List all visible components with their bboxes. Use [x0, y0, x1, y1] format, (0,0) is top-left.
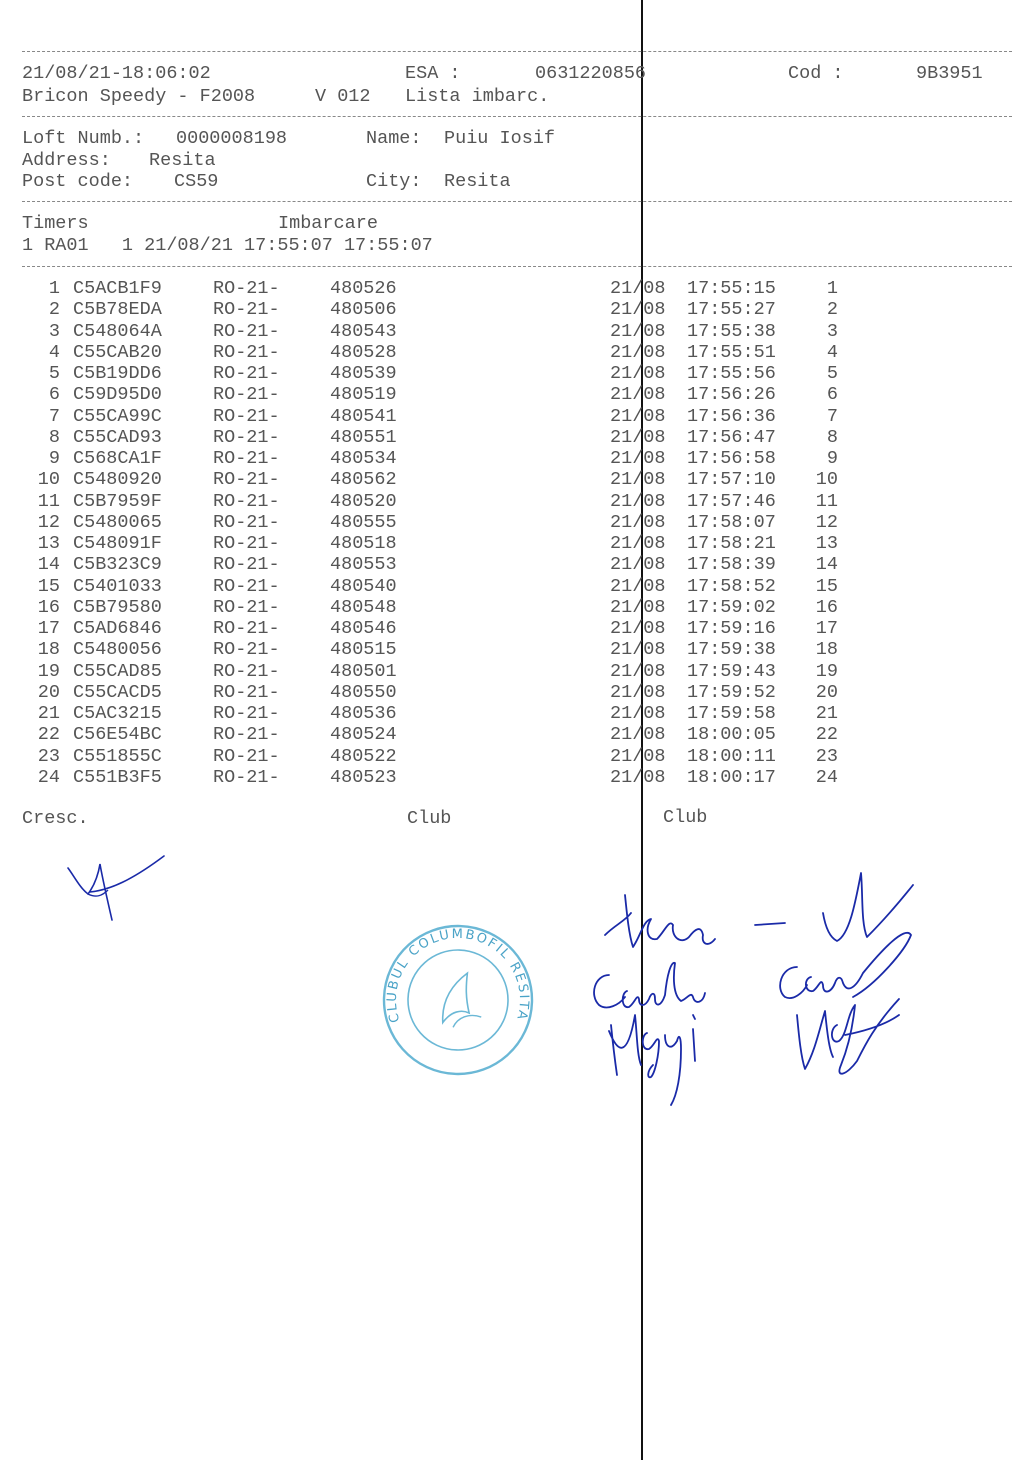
ring-number: 480523: [330, 766, 397, 788]
ring-prefix: RO-21-: [213, 745, 280, 767]
ring-number: 480518: [330, 533, 397, 554]
row-index: 14: [37, 554, 60, 576]
arrival-date: 21/08: [610, 363, 666, 384]
arrival-time: 18:00:17: [687, 766, 776, 788]
chip-id: C5B19DD6: [73, 363, 162, 384]
arrival-time: 17:59:52: [687, 681, 776, 703]
row-index: 18: [37, 639, 60, 661]
table-row: [0, 533, 1024, 554]
arrival-date: 21/08: [610, 639, 666, 661]
fancier-name: Puiu Iosif: [444, 128, 556, 149]
arrival-rank: 20: [815, 681, 838, 703]
chip-id: C548091F: [73, 533, 162, 554]
row-index: 23: [37, 745, 60, 767]
arrival-time: 17:56:26: [687, 384, 776, 406]
chip-id: C5480065: [73, 511, 162, 533]
ring-number: 480534: [330, 448, 397, 469]
row-index: 10: [37, 469, 60, 491]
chip-id: C551B3F5: [73, 766, 162, 788]
table-row: [0, 554, 1024, 575]
table-row: [0, 597, 1024, 618]
ring-prefix: RO-21-: [213, 384, 280, 406]
club-stamp: [378, 920, 538, 1080]
cresc-label: Cresc.: [22, 808, 89, 829]
row-index: 19: [37, 660, 60, 682]
dashed-separator: [22, 116, 1012, 117]
ring-number: 480548: [330, 596, 397, 618]
name-label: Name:: [366, 128, 422, 149]
ring-number: 480543: [330, 320, 397, 342]
ring-number: 480539: [330, 363, 397, 384]
row-index: 8: [48, 426, 60, 448]
table-row: [0, 661, 1024, 682]
ring-number: 480546: [330, 618, 397, 639]
arrival-date: 21/08: [610, 490, 666, 512]
arrival-rank: 7: [826, 405, 838, 427]
row-index: 22: [37, 724, 60, 746]
timer-line: 1 RA01 1 21/08/21 17:55:07 17:55:07: [22, 235, 433, 256]
table-row: [0, 746, 1024, 767]
table-row: [0, 767, 1024, 788]
row-index: 20: [37, 681, 60, 703]
postcode-value: CS59: [174, 171, 219, 192]
ring-number: 480540: [330, 575, 397, 597]
chip-id: C5480920: [73, 469, 162, 491]
chip-id: C55CACD5: [73, 681, 162, 703]
arrival-rank: 11: [815, 490, 838, 512]
arrival-date: 21/08: [610, 745, 666, 767]
ring-number: 480501: [330, 660, 397, 682]
address-value: Resita: [149, 150, 216, 171]
chip-id: C55CAD93: [73, 426, 162, 448]
arrival-rank: 17: [815, 618, 838, 639]
ring-prefix: RO-21-: [213, 363, 280, 384]
arrival-rank: 15: [815, 575, 838, 597]
ring-prefix: RO-21-: [213, 299, 280, 321]
chip-id: C5ACB1F9: [73, 278, 162, 299]
arrival-time: 17:58:07: [687, 511, 776, 533]
row-index: 24: [37, 766, 60, 788]
table-row: [0, 618, 1024, 639]
device-name: Bricon Speedy - F2008: [22, 86, 256, 107]
ring-prefix: RO-21-: [213, 660, 280, 682]
arrival-rank: 8: [826, 426, 838, 448]
ring-number: 480551: [330, 426, 397, 448]
arrival-rank: 19: [815, 660, 838, 682]
row-index: 1: [48, 278, 60, 299]
arrival-rank: 14: [815, 554, 838, 576]
arrival-time: 17:55:15: [687, 278, 776, 299]
table-row: [0, 448, 1024, 469]
ring-prefix: RO-21-: [213, 703, 280, 724]
row-index: 5: [48, 363, 60, 384]
table-row: [0, 682, 1024, 703]
arrival-date: 21/08: [610, 341, 666, 363]
arrival-time: 17:56:36: [687, 405, 776, 427]
arrival-date: 21/08: [610, 405, 666, 427]
arrival-date: 21/08: [610, 469, 666, 491]
ring-prefix: RO-21-: [213, 405, 280, 427]
table-row: [0, 363, 1024, 384]
dashed-separator: [22, 266, 1012, 267]
arrival-time: 17:59:02: [687, 596, 776, 618]
chip-id: C55CA99C: [73, 405, 162, 427]
ring-prefix: RO-21-: [213, 724, 280, 746]
table-row: [0, 491, 1024, 512]
chip-id: C59D95D0: [73, 384, 162, 406]
chip-id: C5B78EDA: [73, 299, 162, 321]
ring-number: 480524: [330, 724, 397, 746]
arrival-date: 21/08: [610, 660, 666, 682]
chip-id: C5AD6846: [73, 618, 162, 639]
chip-id: C55CAD85: [73, 660, 162, 682]
ring-number: 480550: [330, 681, 397, 703]
cod-value: 9B3951: [916, 63, 983, 84]
ring-prefix: RO-21-: [213, 618, 280, 639]
loft-number: 0000008198: [176, 128, 288, 149]
row-index: 16: [37, 596, 60, 618]
row-index: 2: [48, 299, 60, 321]
chip-id: C55CAB20: [73, 341, 162, 363]
arrival-rank: 2: [826, 299, 838, 321]
city-label: City:: [366, 171, 422, 192]
arrival-time: 17:56:58: [687, 448, 776, 469]
table-row: [0, 469, 1024, 490]
ring-number: 480506: [330, 299, 397, 321]
postcode-label: Post code:: [22, 171, 134, 192]
table-row: [0, 384, 1024, 405]
arrival-date: 21/08: [610, 575, 666, 597]
row-index: 15: [37, 575, 60, 597]
arrival-time: 17:55:38: [687, 320, 776, 342]
arrival-time: 17:57:46: [687, 490, 776, 512]
ring-prefix: RO-21-: [213, 469, 280, 491]
arrival-rank: 21: [815, 703, 838, 724]
arrival-date: 21/08: [610, 703, 666, 724]
arrival-rank: 1: [826, 278, 838, 299]
arrival-rank: 24: [815, 766, 838, 788]
arrival-date: 21/08: [610, 596, 666, 618]
dashed-separator: [22, 51, 1012, 52]
ring-prefix: RO-21-: [213, 448, 280, 469]
ring-prefix: RO-21-: [213, 341, 280, 363]
ring-prefix: RO-21-: [213, 766, 280, 788]
arrival-date: 21/08: [610, 299, 666, 321]
table-row: [0, 278, 1024, 299]
fancier-signature: [60, 850, 170, 930]
table-row: [0, 724, 1024, 745]
arrival-rank: 10: [815, 469, 838, 491]
arrival-rank: 5: [826, 363, 838, 384]
list-title: Lista imbarc.: [405, 86, 550, 107]
arrival-date: 21/08: [610, 320, 666, 342]
arrival-rank: 12: [815, 511, 838, 533]
arrival-rank: 22: [815, 724, 838, 746]
table-row: [0, 703, 1024, 724]
arrival-rank: 9: [826, 448, 838, 469]
ring-number: 480562: [330, 469, 397, 491]
arrival-rank: 13: [815, 533, 838, 554]
ring-number: 480536: [330, 703, 397, 724]
stamp-text: CLUBUL COLUMBOFIL RESITA: [384, 926, 532, 1025]
arrival-date: 21/08: [610, 511, 666, 533]
chip-id: C5B79580: [73, 596, 162, 618]
arrival-date: 21/08: [610, 618, 666, 639]
imbarcare-label: Imbarcare: [278, 213, 378, 234]
dashed-separator: [22, 201, 1012, 202]
ring-prefix: RO-21-: [213, 639, 280, 661]
chip-id: C5B7959F: [73, 490, 162, 512]
loft-number-label: Loft Numb.:: [22, 128, 145, 149]
arrival-time: 17:55:51: [687, 341, 776, 363]
row-index: 6: [48, 384, 60, 406]
ring-number: 480553: [330, 554, 397, 576]
chip-id: C551855C: [73, 745, 162, 767]
arrival-date: 21/08: [610, 554, 666, 576]
ring-prefix: RO-21-: [213, 490, 280, 512]
arrival-rank: 18: [815, 639, 838, 661]
arrival-time: 17:59:58: [687, 703, 776, 724]
ring-number: 480526: [330, 278, 397, 299]
ring-number: 480520: [330, 490, 397, 512]
city-value: Resita: [444, 171, 511, 192]
chip-id: C568CA1F: [73, 448, 162, 469]
ring-prefix: RO-21-: [213, 511, 280, 533]
table-row: [0, 321, 1024, 342]
arrival-time: 17:57:10: [687, 469, 776, 491]
ring-number: 480519: [330, 384, 397, 406]
table-row: [0, 299, 1024, 320]
ring-prefix: RO-21-: [213, 278, 280, 299]
svg-text:CLUBUL COLUMBOFIL RESITA: [378, 920, 538, 1068]
arrival-date: 21/08: [610, 278, 666, 299]
club-label: Club: [407, 808, 452, 829]
arrival-time: 18:00:05: [687, 724, 776, 746]
arrival-time: 17:58:52: [687, 575, 776, 597]
table-row: [0, 639, 1024, 660]
row-index: 11: [37, 490, 60, 512]
arrival-date: 21/08: [610, 766, 666, 788]
ring-prefix: RO-21-: [213, 681, 280, 703]
arrival-time: 17:55:27: [687, 299, 776, 321]
arrival-date: 21/08: [610, 533, 666, 554]
arrival-rank: 23: [815, 745, 838, 767]
arrival-date: 21/08: [610, 426, 666, 448]
arrival-date: 21/08: [610, 681, 666, 703]
esa-value: 0631220856: [535, 63, 647, 84]
ring-number: 480555: [330, 511, 397, 533]
ring-prefix: RO-21-: [213, 320, 280, 342]
cod-label: Cod :: [788, 63, 844, 84]
arrival-date: 21/08: [610, 448, 666, 469]
chip-id: C548064A: [73, 320, 162, 342]
ring-prefix: RO-21-: [213, 533, 280, 554]
chip-id: C5480056: [73, 639, 162, 661]
ring-number: 480528: [330, 341, 397, 363]
arrival-time: 17:56:47: [687, 426, 776, 448]
table-row: [0, 406, 1024, 427]
ring-prefix: RO-21-: [213, 426, 280, 448]
row-index: 9: [48, 448, 60, 469]
committee-signatures: [585, 865, 925, 1115]
arrival-time: 18:00:11: [687, 745, 776, 767]
arrival-date: 21/08: [610, 724, 666, 746]
row-index: 3: [48, 320, 60, 342]
chip-id: C5401033: [73, 575, 162, 597]
row-index: 21: [37, 703, 60, 724]
arrival-time: 17:55:56: [687, 363, 776, 384]
arrival-time: 17:59:16: [687, 618, 776, 639]
timers-label: Timers: [22, 213, 89, 234]
arrival-time: 17:59:38: [687, 639, 776, 661]
ring-prefix: RO-21-: [213, 554, 280, 576]
arrival-time: 17:58:21: [687, 533, 776, 554]
device-version: V 012: [315, 86, 371, 107]
arrival-rank: 16: [815, 596, 838, 618]
row-index: 17: [37, 618, 60, 639]
row-index: 4: [48, 341, 60, 363]
esa-label: ESA :: [405, 63, 461, 84]
arrival-rank: 3: [826, 320, 838, 342]
table-row: [0, 342, 1024, 363]
chip-id: C5B323C9: [73, 554, 162, 576]
table-row: [0, 427, 1024, 448]
club-label: Club: [663, 807, 708, 828]
arrival-date: 21/08: [610, 384, 666, 406]
arrival-rank: 6: [826, 384, 838, 406]
table-row: [0, 512, 1024, 533]
chip-id: C5AC3215: [73, 703, 162, 724]
arrival-time: 17:59:43: [687, 660, 776, 682]
row-index: 7: [48, 405, 60, 427]
ring-prefix: RO-21-: [213, 575, 280, 597]
print-datetime: 21/08/21-18:06:02: [22, 63, 211, 84]
ring-prefix: RO-21-: [213, 596, 280, 618]
ring-number: 480541: [330, 405, 397, 427]
address-label: Address:: [22, 150, 111, 171]
row-index: 12: [37, 511, 60, 533]
arrival-time: 17:58:39: [687, 554, 776, 576]
chip-id: C56E54BC: [73, 724, 162, 746]
arrival-rank: 4: [826, 341, 838, 363]
ring-number: 480522: [330, 745, 397, 767]
row-index: 13: [37, 533, 60, 554]
ring-number: 480515: [330, 639, 397, 661]
table-row: [0, 576, 1024, 597]
